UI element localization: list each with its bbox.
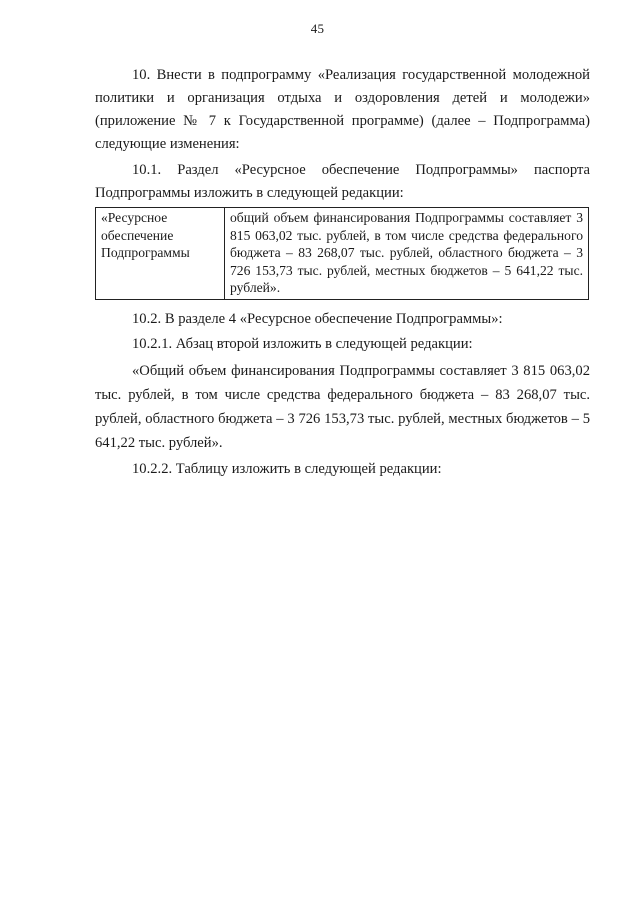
page-number: 45	[310, 21, 325, 36]
table-row	[96, 208, 589, 300]
paragraph-item-10-2: 10.2. В разделе 4 «Ресурсное обеспечение Подпрограммы»:	[132, 310, 503, 327]
paragraph-item-10-2-1: 10.2.1. Абзац второй изложить в следующей редакции:	[132, 335, 473, 352]
paragraph-item-10: 10. Внести в подпрограмму «Реализация государственной молодежной политики и организация отдыха и оздоровления детей и молодежи» (приложение № 7 к Государственной программе) (далее – Подпрограмма) следующие изменения:	[95, 67, 590, 152]
passport-table	[95, 207, 589, 300]
quoted-paragraph: «Общий объем финансирования Подпрограммы составляет 3 815 063,02 тыс. рублей, в том числе средства федерального бюджета – 83 268,07 тыс. рублей, областного бюджета – 3 726 153,73 тыс. рублей, местных бюджетов – 5 641,22 тыс. рублей».	[95, 362, 590, 451]
document-body	[95, 64, 590, 481]
paragraph-item-10-1: 10.1. Раздел «Ресурсное обеспечение Подпрограммы» паспорта Подпрограммы изложить в следующей редакции:	[95, 162, 590, 201]
paragraph-item-10-2-2: 10.2.2. Таблицу изложить в следующей редакции:	[132, 460, 442, 477]
passport-table-name-cell: «Ресурсное обеспечение Подпрограммы	[96, 208, 225, 300]
passport-table-value-cell: общий объем финансирования Подпрограммы составляет 3 815 063,02 тыс. рублей, в том числе средства федерального бюджета – 83 268,07 тыс. рублей, областного бюджета – 3 726 153,73 тыс. рублей, местных бюджетов – 5 641,22 тыс. рублей».	[225, 208, 589, 300]
